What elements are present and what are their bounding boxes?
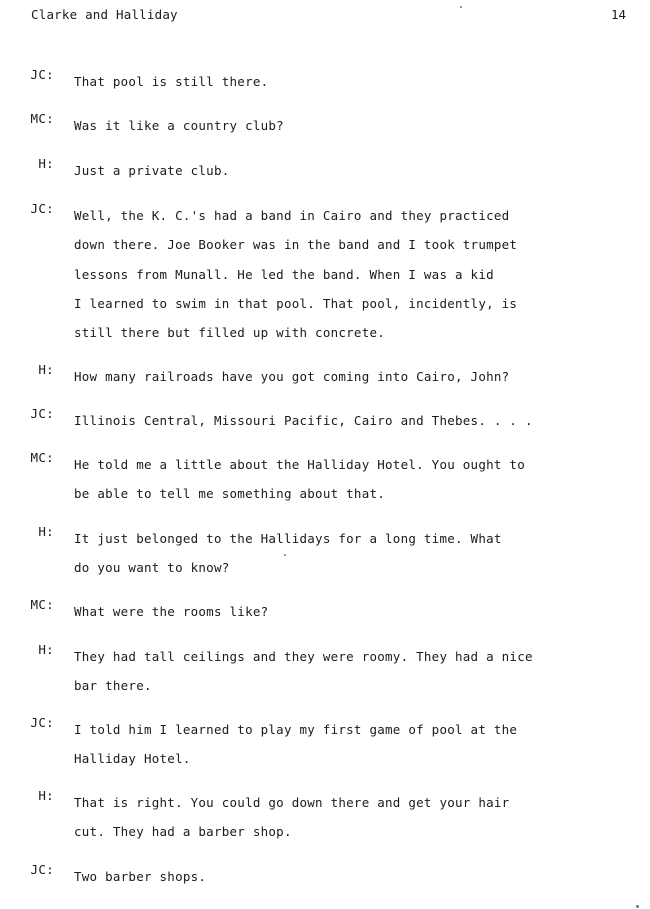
speaker-label: JC: <box>30 201 54 216</box>
speech-text: It just belonged to the Hallidays for a long time. What do you want to know? <box>74 531 502 576</box>
speaker-label: MC: <box>30 597 54 612</box>
scan-speck <box>636 905 639 908</box>
speech-text: Well, the K. C.'s had a band in Cairo and they practiced down there. Joe Booker was in the band and I took trumpet lessons from Munall. He led the band. When I was a kid I learned to swim in that pool. That pool, incidently, is still there but filled up with concrete. <box>74 208 518 341</box>
speaker-label: MC: <box>30 111 54 126</box>
speech-text: That is right. You could go down there and get your hair cut. They had a barber shop. <box>74 795 510 840</box>
speaker-label: H: <box>38 156 54 171</box>
speech-text: Two barber shops. <box>74 869 207 884</box>
speech-text: What were the rooms like? <box>74 604 269 619</box>
speaker-label: MC: <box>30 450 54 465</box>
speaker-label: H: <box>38 788 54 803</box>
speaker-label: JC: <box>30 715 54 730</box>
speaker-label: JC: <box>30 406 54 421</box>
speech-text: Just a private club. <box>74 163 230 178</box>
speech-text: They had tall ceilings and they were roomy. They had a nice bar there. <box>74 649 533 694</box>
scan-speck <box>284 554 286 556</box>
speech-text: He told me a little about the Halliday Hotel. You ought to be able to tell me something about that. <box>74 457 525 502</box>
scan-speck <box>460 6 462 8</box>
speaker-label: H: <box>38 362 54 377</box>
running-head: Clarke and Halliday <box>31 7 178 22</box>
speaker-label: H: <box>38 524 54 539</box>
speaker-label: JC: <box>30 67 54 82</box>
speech-text: I told him I learned to play my first game of pool at the Halliday Hotel. <box>74 722 518 767</box>
page-number: 14 <box>610 7 626 22</box>
speech-text: Illinois Central, Missouri Pacific, Cairo and Thebes. . . . <box>74 413 533 428</box>
speaker-label: H: <box>38 642 54 657</box>
speaker-label: JC: <box>30 862 54 877</box>
speech-text: Was it like a country club? <box>74 118 284 133</box>
speech-text: How many railroads have you got coming into Cairo, John? <box>74 369 510 384</box>
speech-text: That pool is still there. <box>74 74 269 89</box>
